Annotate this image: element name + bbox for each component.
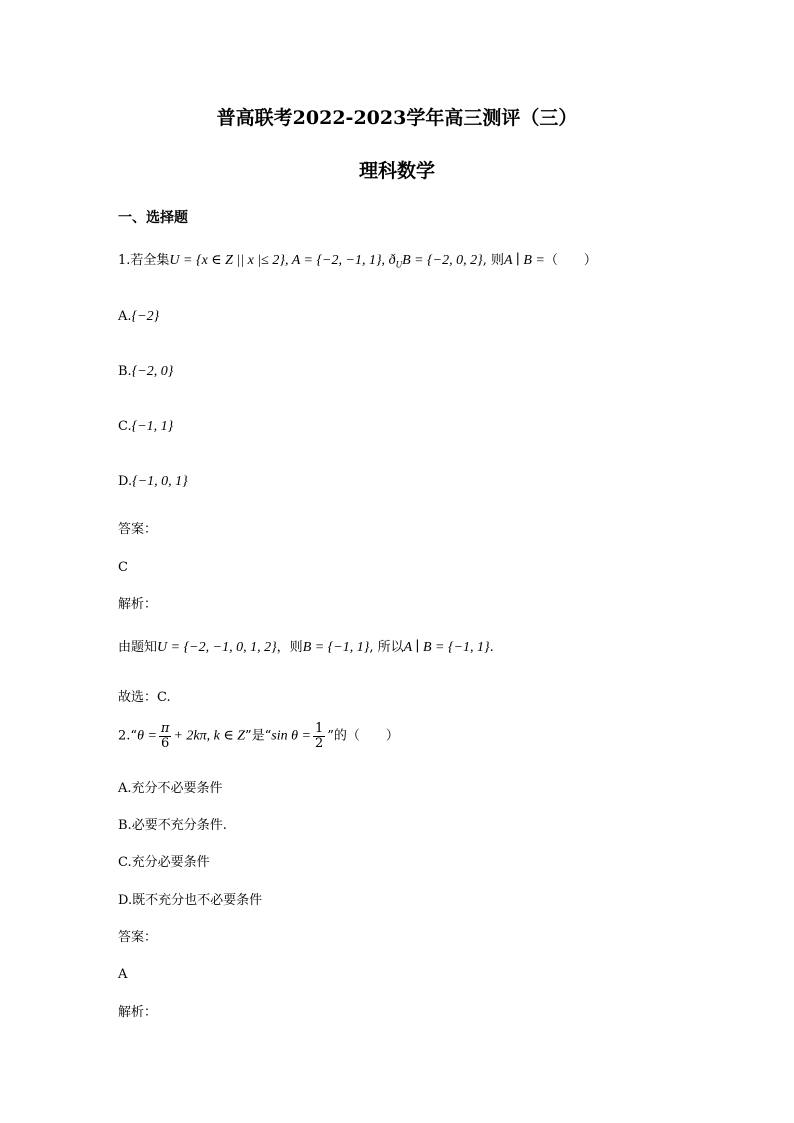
option-2a: [118, 781, 223, 797]
question-1-math-sets: U = {x ∈ Z || x |≤ 2}, A = {−2, −1, 1},: [169, 253, 389, 268]
question-2-prefix: 2.“: [118, 728, 138, 744]
fraction-numerator: π: [160, 721, 170, 736]
option-label: C.: [118, 419, 132, 434]
page-subtitle: 理科数学: [358, 160, 435, 182]
option-1b: [118, 364, 173, 381]
option-value: {−2, 0}: [131, 364, 174, 379]
analysis-math-b: B = {−1, 1}: [302, 640, 370, 655]
option-value: 既不充分也不必要条件: [132, 893, 263, 908]
analysis-end: .: [489, 640, 494, 655]
fraction-numerator: 1: [314, 721, 324, 736]
option-2b: [118, 818, 227, 834]
analysis-label-1: 解析：: [118, 597, 158, 612]
conclusion-1: 故选：C.: [118, 690, 171, 705]
fraction-denominator: 2: [314, 735, 324, 751]
question-1-math-b: B = {−2, 0, 2}: [402, 253, 483, 268]
section-heading: 一、选择题: [118, 210, 188, 226]
answer-value-1: C: [118, 560, 128, 575]
question-2-theta: θ =: [137, 728, 157, 744]
analysis-mid: , 所以: [369, 640, 404, 655]
question-2-suffix: ”的（ ）: [327, 728, 399, 744]
analysis-prefix: 由题知: [118, 640, 158, 655]
question-2: [118, 722, 399, 750]
option-2c: [118, 855, 210, 871]
option-value: 充分不必要条件: [131, 781, 223, 796]
question-1-math-ask: A ∣ B =: [503, 253, 545, 268]
question-1: [118, 253, 597, 270]
question-2-mid: ”是“: [244, 728, 272, 744]
question-1-prefix: 1.若全集: [118, 253, 170, 268]
answer-value-2: A: [118, 967, 128, 982]
analysis-mid: ，则: [276, 640, 303, 655]
complement-symbol: ð: [388, 253, 396, 268]
analysis-label-2: 解析：: [118, 1005, 158, 1020]
complement-subscript: U: [395, 259, 403, 270]
option-value: {−2}: [131, 309, 160, 324]
analysis-math-result: A ∣ B = {−1, 1}: [403, 640, 490, 655]
question-1-mid: , 则: [482, 253, 504, 268]
option-2d: [118, 893, 262, 909]
fraction-pi-over-6: [159, 722, 172, 750]
question-2-sin: sin θ =: [271, 728, 311, 744]
option-label: D.: [118, 893, 133, 908]
question-1-suffix: （ ）: [544, 253, 597, 268]
option-label: B.: [118, 364, 132, 379]
option-1d: [118, 474, 188, 491]
answer-label-1: 答案：: [118, 522, 158, 537]
fraction-one-half: [313, 722, 325, 750]
fraction-denominator: 6: [161, 735, 170, 751]
option-1a: [118, 309, 159, 326]
option-value: 充分必要条件: [131, 855, 210, 870]
analysis-text-1: [118, 640, 494, 657]
option-label: A.: [118, 781, 132, 796]
question-2-rest: + 2kπ, k ∈ Z: [173, 728, 245, 744]
option-label: D.: [118, 474, 133, 489]
option-1c: [118, 419, 173, 436]
option-value: {−1, 1}: [131, 419, 174, 434]
page-title: 普高联考2022-2023学年高三测评（三）: [216, 107, 578, 129]
answer-label-2: 答案：: [118, 930, 158, 945]
option-value: {−1, 0, 1}: [132, 474, 188, 489]
option-label: C.: [118, 855, 132, 870]
option-value: 必要不充分条件.: [131, 818, 227, 833]
option-label: A.: [118, 309, 132, 324]
analysis-math-universe: U = {−2, −1, 0, 1, 2}: [157, 640, 277, 655]
option-label: B.: [118, 818, 132, 833]
